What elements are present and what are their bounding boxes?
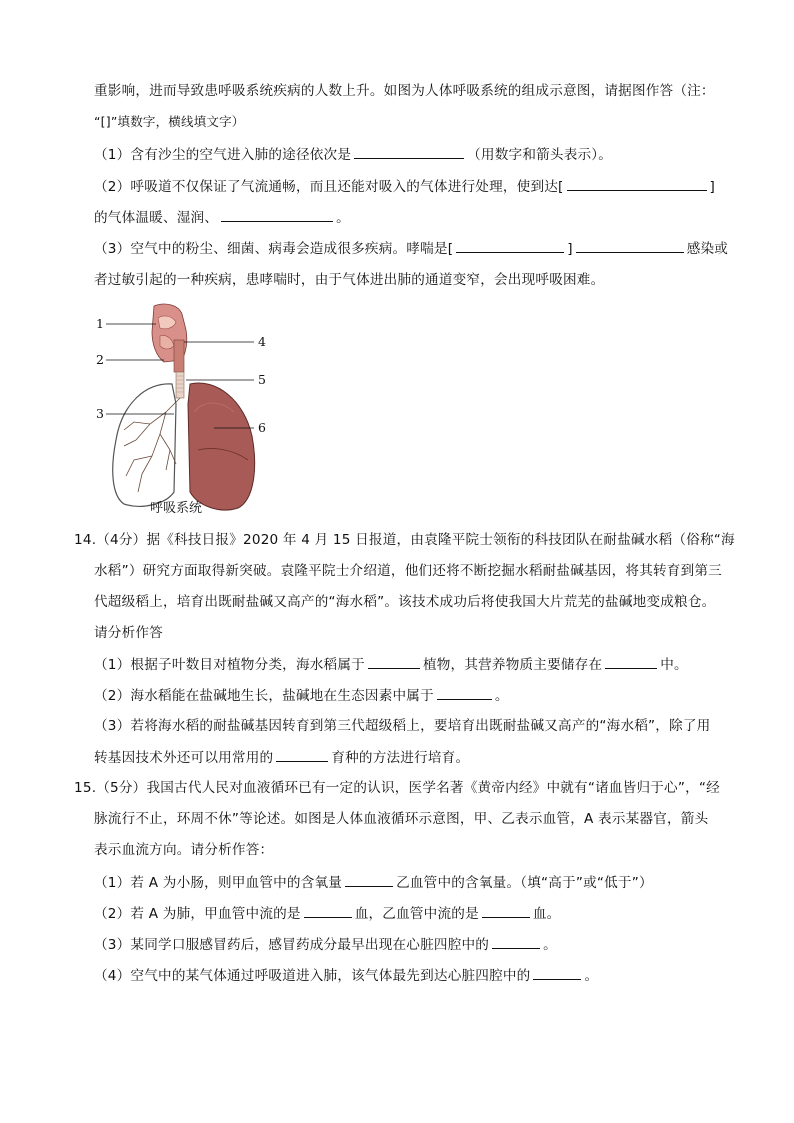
figure-label-1: 1 xyxy=(96,316,104,331)
q13-part2-bracket: ] xyxy=(709,179,716,195)
q14-part3-blank[interactable] xyxy=(276,748,328,762)
q14-part1-blank1[interactable] xyxy=(368,655,420,669)
q13-intro-line2: “[]”填数字，横线填文字） xyxy=(94,114,245,129)
q15-part3-text: （3）某同学口服感冒药后，感冒药成分最早出现在心脏四腔中的 xyxy=(94,937,490,953)
q13-part3-text: （3）空气中的粉尘、细菌、病毒会造成很多疾病。哮喘是[ xyxy=(94,241,454,257)
q14-line1: 14.（4分）据《科技日报》2020 年 4 月 15 日报道，由袁隆平院士领衔的科技团队在耐盐碱水稻（俗称“海 xyxy=(74,532,735,548)
q15-part1-blank[interactable] xyxy=(345,873,393,887)
q13-part2-blank1[interactable] xyxy=(567,177,707,191)
q13-part1 xyxy=(94,145,612,164)
q15-part2-mid: 血，乙血管中流的是 xyxy=(354,906,479,922)
q15-part4-blank[interactable] xyxy=(533,966,581,980)
q14-line2: 水稻”）研究方面取得新突破。袁隆平院士介绍道，他们还将不断挖掘水稻耐盐碱基因，将其转育到第三 xyxy=(94,563,722,579)
q15-line1: 15.（5分）我国古代人民对血液循环已有一定的认识，医学名著《黄帝内经》中就有“诸血皆归于心”，“经 xyxy=(74,780,720,796)
q13-part2-text: （2）呼吸道不仅保证了气流通畅，而且还能对吸入的气体进行处理，使到达[ xyxy=(94,179,564,195)
q14-part1-mid: 植物，其营养物质主要储存在 xyxy=(422,657,603,673)
q14-part2-end: 。 xyxy=(494,688,509,704)
figure-label-4: 4 xyxy=(258,334,266,349)
q13-part1-blank[interactable] xyxy=(354,145,464,159)
q13-part3-tail: 感染或 xyxy=(686,241,729,257)
q13-part2 xyxy=(94,177,715,196)
q13-part2-text2: 的气体温暖、湿润、 xyxy=(94,210,219,226)
q13-part3-blank2[interactable] xyxy=(576,239,684,253)
figure-label-3: 3 xyxy=(96,406,104,421)
figure-label-6: 6 xyxy=(258,420,266,435)
q14-part1-blank2[interactable] xyxy=(605,655,657,669)
q14-part3: （3）若将海水稻的耐盐碱基因转育到第三代超级稻上，要培育出既耐盐碱又高产的“海水稻”，除了用 xyxy=(94,718,711,734)
q14-part3-cont xyxy=(94,748,469,767)
q15-part3 xyxy=(94,935,557,954)
q15-line2: 脉流行不止，环周不休”等论述。如图是人体血液循环示意图，甲、乙表示血管，A 表示某器官，箭头 xyxy=(94,811,709,827)
q13-part3-cont: 者过敏引起的一种疾病，患哮喘时，由于气体进出肺的通道变窄，会出现呼吸困难。 xyxy=(94,272,605,288)
q13-part3-bracket: ] xyxy=(567,241,573,257)
q15-part1-text: （1）若 A 为小肠，则甲血管中的含氧量 xyxy=(94,875,343,891)
q14-part3-end: 育种的方法进行培育。 xyxy=(331,750,470,766)
q14-part1 xyxy=(94,655,688,674)
q13-part3 xyxy=(94,239,728,258)
q13-part2-cont xyxy=(94,208,350,227)
pharynx-larynx xyxy=(174,340,184,372)
q14-part2-blank[interactable] xyxy=(437,686,492,700)
q15-line3: 表示血流方向。请分析作答： xyxy=(94,842,274,858)
figure-label-2: 2 xyxy=(96,352,104,367)
q15-part3-end: 。 xyxy=(543,937,557,953)
q15-part2-blank2[interactable] xyxy=(482,904,530,918)
q15-part3-blank[interactable] xyxy=(492,935,540,949)
figure-caption: 呼吸系统 xyxy=(150,501,203,516)
q13-part2-blank2[interactable] xyxy=(221,208,333,222)
q13-part1-tail: （用数字和箭头表示）。 xyxy=(467,147,613,163)
q14-part3-text: 转基因技术外还可以用常用的 xyxy=(94,750,274,766)
q13-part3-blank1[interactable] xyxy=(456,239,564,253)
q15-part1 xyxy=(94,873,653,892)
q14-line3: 代超级稻上，培育出既耐盐碱又高产的“海水稻”。该技术成功后将使我国大片荒芜的盐碱地变成粮仓。 xyxy=(94,594,716,610)
q15-part1-end: 乙血管中的含氧量。（填“高于”或“低于”） xyxy=(396,875,653,891)
q14-part2 xyxy=(94,686,509,705)
q14-part1-end: 中。 xyxy=(660,657,688,673)
q15-part2-end: 血。 xyxy=(532,906,561,922)
q14-part2-text: （2）海水稻能在盐碱地生长，盐碱地在生态因素中属于 xyxy=(94,688,434,704)
q15-part4-end: 。 xyxy=(584,968,599,984)
q15-part2 xyxy=(94,904,560,923)
right-lung xyxy=(188,383,255,510)
q13-part1-text: （1）含有沙尘的空气进入肺的途径依次是 xyxy=(94,147,352,163)
q15-part2-blank1[interactable] xyxy=(304,904,352,918)
q14-part1-text: （1）根据子叶数目对植物分类，海水稻属于 xyxy=(94,657,365,673)
q13-intro-line1: 重影响，进而导致患呼吸系统疾病的人数上升。如图为人体呼吸系统的组成示意图，请据图作答（注： xyxy=(94,83,715,99)
q15-part2-text: （2）若 A 为肺，甲血管中流的是 xyxy=(94,906,301,922)
respiratory-system-figure xyxy=(94,300,274,520)
q14-line4: 请分析作答 xyxy=(94,625,163,641)
q13-part2-end: 。 xyxy=(336,210,350,226)
figure-label-5: 5 xyxy=(258,372,266,387)
q15-part4-text: （4）空气中的某气体通过呼吸道进入肺，该气体最先到达心脏四腔中的 xyxy=(94,968,531,984)
q15-part4 xyxy=(94,966,598,985)
